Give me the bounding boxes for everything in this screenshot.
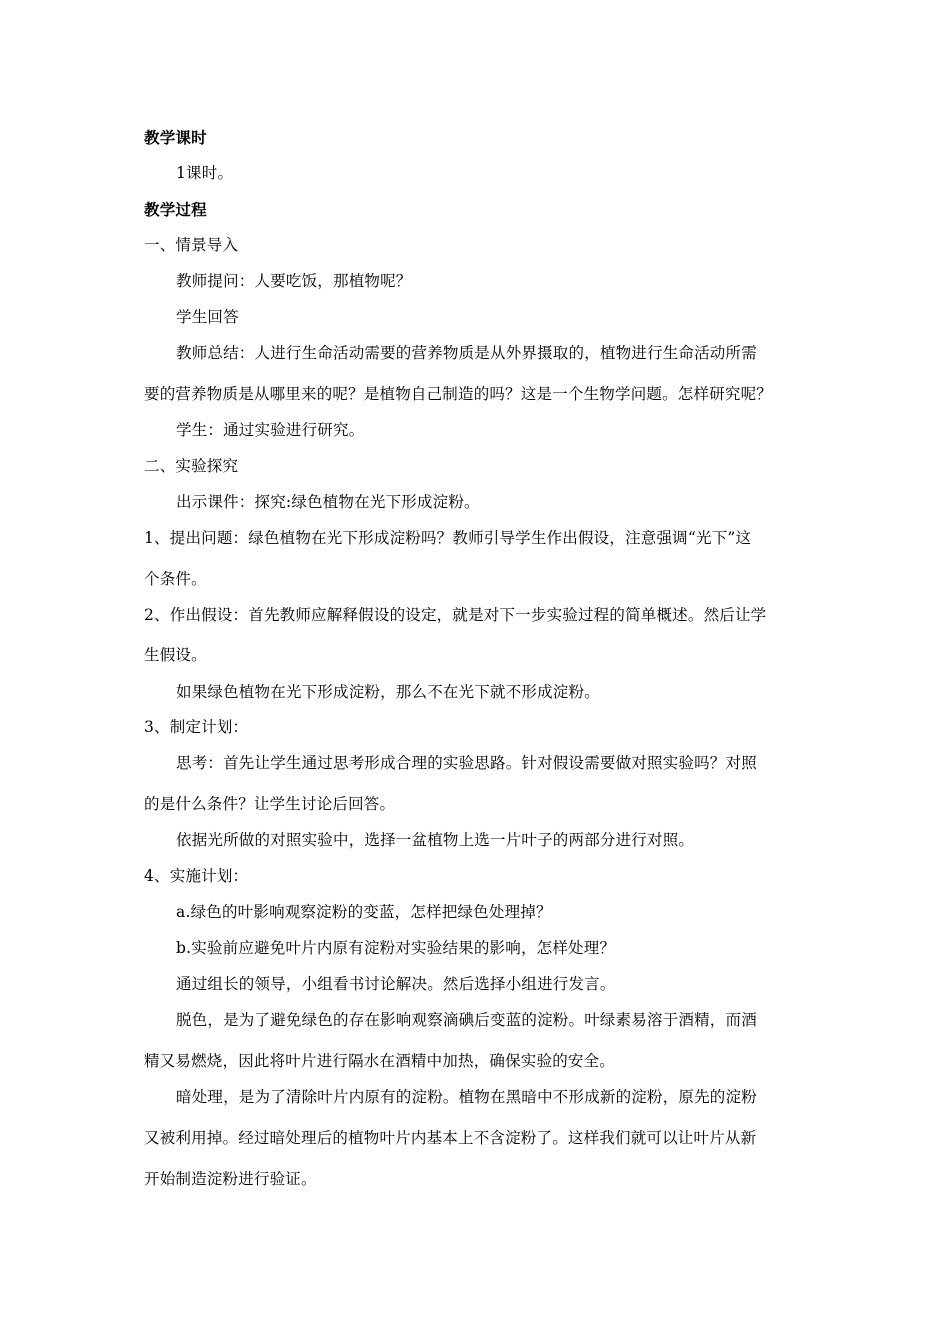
numbered-item: 1、提出问题：绿色植物在光下形成淀粉吗？教师引导学生作出假设，注意强调“光下”这 — [144, 529, 752, 547]
paragraph: 如果绿色植物在光下形成淀粉，那么不在光下就不形成淀粉。 — [176, 683, 600, 701]
paragraph-continuation: 的是什么条件？让学生讨论后回答。 — [144, 795, 396, 813]
paragraph: 学生回答 — [176, 308, 239, 326]
sub-item: a.绿色的叶影响观察淀粉的变蓝，怎样把绿色处理掉？ — [176, 903, 552, 921]
paragraph: 思考：首先让学生通过思考形成合理的实验思路。针对假设需要做对照实验吗？对照 — [176, 754, 757, 772]
paragraph: 通过组长的领导，小组看书讨论解决。然后选择小组进行发言。 — [176, 975, 616, 993]
section-heading: 一、情景导入 — [144, 236, 239, 254]
paragraph: 脱色，是为了避免绿色的存在影响观察滴碘后变蓝的淀粉。叶绿素易溶于酒精，而酒 — [176, 1011, 757, 1029]
paragraph: 暗处理，是为了清除叶片内原有的淀粉。植物在黑暗中不形成新的淀粉，原先的淀粉 — [176, 1088, 757, 1106]
paragraph-continuation: 开始制造淀粉进行验证。 — [144, 1170, 317, 1188]
paragraph-continuation: 精又易燃烧，因此将叶片进行隔水在酒精中加热，确保实验的安全。 — [144, 1052, 616, 1070]
paragraph: 学生：通过实验进行研究。 — [176, 421, 365, 439]
sub-item: b.实验前应避免叶片内原有淀粉对实验结果的影响，怎样处理？ — [176, 939, 616, 957]
paragraph: 依据光所做的对照实验中，选择一盆植物上选一片叶子的两部分进行对照。 — [176, 831, 695, 849]
numbered-item: 4、实施计划： — [144, 867, 249, 885]
numbered-item: 2、作出假设：首先教师应解释假设的设定，就是对下一步实验过程的简单概述。然后让学 — [144, 606, 767, 624]
paragraph: 出示课件：探究:绿色植物在光下形成淀粉。 — [176, 493, 480, 511]
heading-lesson-time: 教学课时 — [144, 128, 207, 147]
heading-teaching-process: 教学过程 — [144, 200, 207, 219]
paragraph-continuation: 又被利用掉。经过暗处理后的植物叶片内基本上不含淀粉了。这样我们就可以让叶片从新 — [144, 1129, 757, 1147]
paragraph-continuation: 个条件。 — [144, 570, 207, 588]
paragraph-continuation: 生假设。 — [144, 646, 207, 664]
paragraph-continuation: 要的营养物质是从哪里来的呢？是植物自己制造的吗？这是一个生物学问题。怎样研究呢？ — [144, 385, 773, 403]
numbered-item: 3、制定计划： — [144, 718, 249, 736]
paragraph: 教师提问：人要吃饭，那植物呢？ — [176, 272, 412, 290]
paragraph: 教师总结：人进行生命活动需要的营养物质是从外界摄取的，植物进行生命活动所需 — [176, 344, 757, 362]
paragraph: 1课时。 — [176, 164, 234, 182]
section-heading: 二、实验探究 — [144, 457, 239, 475]
